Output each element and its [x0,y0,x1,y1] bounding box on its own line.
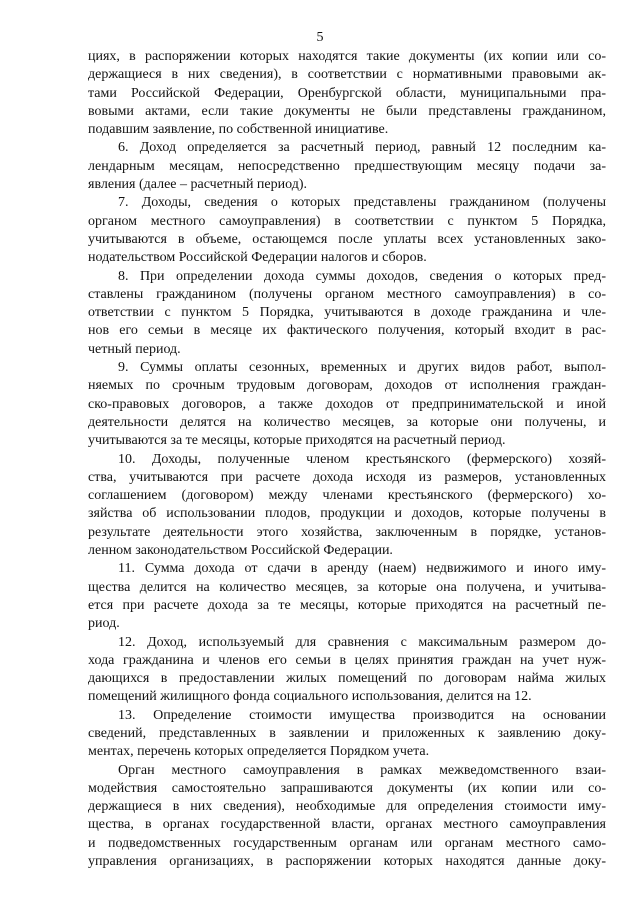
text-line: ставлены гражданином (получены органом местного самоуправления) в со- [88,286,606,302]
text-line: деятельности делятся на количество месяцев, за которые они получены, и [88,414,606,430]
text-line: сведений, представленных в заявлении и приложенных к заявлению доку- [88,725,606,741]
text-line: Орган местного самоуправления в рамках межведомственного взаи- [118,762,606,778]
paragraph [88,48,606,139]
text-line: хода гражданина и членов его семьи в целях принятия граждан на учет нуж- [88,652,606,668]
text-line: тами Российской Федерации, Оренбургской области, муниципальными пра- [88,85,606,101]
paragraph [88,634,606,707]
document-body [88,48,606,871]
paragraph [88,139,606,194]
text-line: ментах, перечень которых определяется Порядком учета. [88,744,430,760]
text-line: учитываются за те месяцы, которые приходятся на расчетный период. [88,433,506,449]
text-line: зяйства об использовании плодов, продукции и доходов, которые получены в [88,506,606,522]
text-line: 8. При определении дохода суммы доходов, сведения о которых пред- [118,268,606,284]
text-line: четный период. [88,341,181,357]
paragraph [88,268,606,359]
text-line: результате деятельности этого хозяйства, заключенным в порядке, установ- [88,524,606,540]
text-line: соглашением (договором) между членами крестьянского (фермерского) хо- [88,488,606,504]
text-line: лендарным месяцам, непосредственно предшествующим месяцу подачи за- [88,158,606,174]
text-line: циях, в распоряжении которых находятся такие документы (их копии или со- [88,49,606,64]
text-line: 11. Сумма дохода от сдачи в аренду (наем) недвижимого и иного иму- [118,561,606,577]
text-line: ства, учитываются при расчете дохода исходя из размеров, установленных [88,469,606,485]
text-line: ленном законодательством Российской Федерации. [88,543,393,559]
text-line: помещений жилищного фонда социального использования, делится на 12. [88,689,532,705]
paragraph [88,359,606,450]
text-line: учитываются в объеме, остающемся после уплаты всех установленных зако- [88,231,606,247]
text-line: няемых по срочным трудовым договорам, доходов от исполнения граждан- [88,378,606,394]
text-line: органом местного самоуправления) в соответствии с пунктом 5 Порядка, [88,213,606,229]
text-line: нодательством Российской Федерации налогов и сборов. [88,250,427,266]
text-line: держащиеся в них сведения), необходимые для определения стоимости иму- [88,799,606,815]
text-line: 10. Доходы, полученные членом крестьянского (фермерского) хозяй- [118,451,606,467]
page-number: 5 [316,30,324,45]
paragraph [88,451,606,561]
text-line: 13. Определение стоимости имущества производится на основании [118,707,606,723]
text-line: нов его семьи в месяце их фактического получения, который входит в рас- [88,323,606,339]
paragraph [88,762,606,872]
text-line: щества, в органах государственной власти, органах местного самоуправления [88,817,606,833]
text-line: 6. Доход определяется за расчетный период, равный 12 последним ка- [118,140,606,156]
text-line: вовыми актами, если такие документы не были представлены гражданином, [88,103,606,119]
paragraph [88,707,606,762]
text-line: 7. Доходы, сведения о которых представлены гражданином (получены [118,195,606,211]
text-line: управления организациях, в распоряжении которых находятся данные доку- [88,854,606,870]
text-line: и подведомственных государственным органам или органам местного само- [88,835,606,851]
text-line: ответствии с пунктом 5 Порядка, учитываются в доходе гражданина и чле- [88,305,606,321]
text-line: 9. Суммы оплаты сезонных, временных и других видов работ, выпол- [118,360,606,376]
text-line: явления (далее – расчетный период). [88,177,308,193]
text-line: риод. [88,616,120,632]
paragraph [88,560,606,633]
text-line: дающихся в предоставлении жилых помещений по договорам найма жилых [88,671,606,687]
text-line: щества делится на количество месяцев, за которые она получена, и учитыва- [88,579,606,595]
text-line: держащиеся в них сведения), в соответствии с нормативными правовыми ак- [88,67,606,83]
text-line: 12. Доход, используемый для сравнения с максимальным размером до- [118,634,606,650]
text-line: ется при расчете дохода за те месяцы, которые приходятся на расчетный пе- [88,597,606,613]
text-line: подавшим заявление, по собственной инициативе. [88,122,389,138]
text-line: ско-правовых договоров, а также доходов от предпринимательской и иной [88,396,606,412]
paragraph [88,194,606,267]
text-line: модействия самостоятельно запрашиваются документы (их копии или со- [88,780,606,796]
